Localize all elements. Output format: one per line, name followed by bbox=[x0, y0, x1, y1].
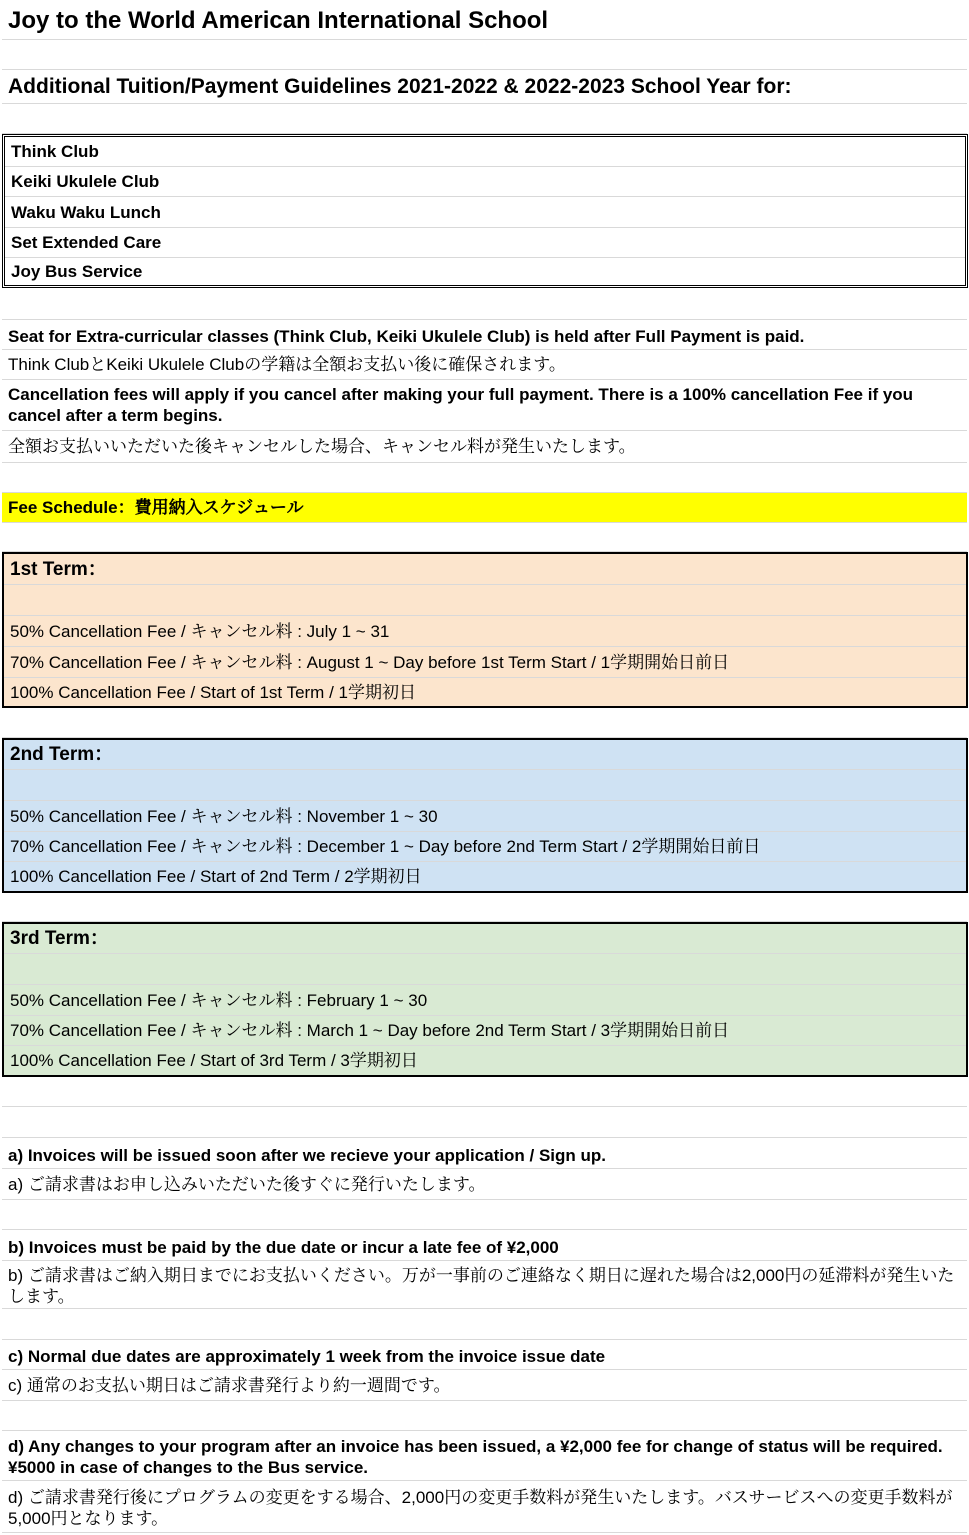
term-3-line bbox=[4, 985, 966, 1016]
program-item bbox=[5, 167, 965, 197]
cancellation-line: 70% Cancellation Fee / キャンセル料 : December 1 ~ Day before 2nd Term Start / 2学期開始日前日 bbox=[10, 837, 761, 856]
blank-row bbox=[2, 104, 967, 134]
cancellation-line: 70% Cancellation Fee / キャンセル料 : March 1 ~ Day before 2nd Term Start / 3学期開始日前日 bbox=[10, 1021, 730, 1040]
blank-row bbox=[2, 288, 967, 320]
blank-row bbox=[2, 1309, 967, 1340]
note-text-jp: d) ご請求書発行後にプログラムの変更をする場合、2,000円の変更手数料が発生いたします。バスサービスへの変更手数料が5,000円となります。 bbox=[8, 1488, 953, 1528]
subtitle-row bbox=[2, 70, 967, 104]
blank-row bbox=[2, 463, 967, 493]
page-title-row bbox=[2, 2, 967, 40]
program-item bbox=[5, 258, 965, 285]
cancel-policy-en bbox=[2, 380, 967, 431]
program-item bbox=[5, 197, 965, 228]
term-title: 1st Term： bbox=[10, 558, 107, 580]
note-text: b) Invoices must be paid by the due date or incur a late fee of ¥2,000 bbox=[8, 1237, 559, 1257]
blank-row bbox=[4, 954, 966, 985]
term-1-line bbox=[4, 647, 966, 678]
note-b-en bbox=[2, 1230, 967, 1261]
blank-row bbox=[4, 770, 966, 801]
note-text: a) Invoices will be issued soon after we recieve your application / Sign up. bbox=[8, 1145, 606, 1165]
cancellation-line: 50% Cancellation Fee / キャンセル料 : July 1 ~ 31 bbox=[10, 621, 390, 641]
fee-schedule-label: Fee Schedule：費用納入スケジュール bbox=[8, 498, 304, 517]
blank-row bbox=[2, 40, 967, 70]
term-3-title bbox=[4, 924, 966, 954]
cancel-policy-jp bbox=[2, 431, 967, 463]
blank-row bbox=[2, 1401, 967, 1431]
program-item bbox=[5, 228, 965, 258]
blank-row bbox=[2, 1107, 967, 1138]
blank-row bbox=[2, 708, 967, 738]
blank-row bbox=[2, 1200, 967, 1230]
term-title: 2nd Term： bbox=[10, 744, 114, 765]
cancellation-line: 100% Cancellation Fee / Start of 2nd Term / 2学期初日 bbox=[10, 867, 422, 886]
cancellation-line: 100% Cancellation Fee / Start of 3rd Term / 3学期初日 bbox=[10, 1051, 418, 1070]
note-a-en bbox=[2, 1138, 967, 1169]
cancellation-line: 100% Cancellation Fee / Start of 1st Term / 1学期初日 bbox=[10, 682, 416, 702]
program-label: Think Club bbox=[11, 142, 99, 161]
term-3-line bbox=[4, 1046, 966, 1075]
note-a-jp bbox=[2, 1169, 967, 1200]
note-text: c) Normal due dates are approximately 1 week from the invoice issue date bbox=[8, 1347, 606, 1366]
cancel-policy-text-jp: 全額お支払いいただいた後キャンセルした場合、キャンセル料が発生いたします。 bbox=[8, 437, 636, 456]
page-subtitle: Additional Tuition/Payment Guidelines 2021-2022 & 2022-2023 School Year for: bbox=[8, 75, 792, 98]
term-3-line bbox=[4, 1016, 966, 1046]
term-2-line bbox=[4, 862, 966, 891]
note-b-jp bbox=[2, 1261, 967, 1309]
term-2-title bbox=[4, 740, 966, 770]
term-2-line bbox=[4, 801, 966, 832]
seat-policy-en bbox=[2, 320, 967, 350]
term-1-line bbox=[4, 678, 966, 706]
note-text-jp: c) 通常のお支払い期日はご請求書発行より約一週間です。 bbox=[8, 1375, 451, 1395]
program-label: Set Extended Care bbox=[11, 233, 162, 252]
program-label: Joy Bus Service bbox=[11, 262, 143, 281]
fee-schedule-header bbox=[2, 493, 967, 523]
page-title: Joy to the World American International School bbox=[8, 7, 549, 34]
program-label: Waku Waku Lunch bbox=[11, 202, 161, 222]
term-title: 3rd Term： bbox=[10, 928, 109, 949]
term-1-line bbox=[4, 616, 966, 647]
program-label: Keiki Ukulele Club bbox=[11, 172, 160, 191]
cancellation-line: 50% Cancellation Fee / キャンセル料 : February 1 ~ 30 bbox=[10, 990, 428, 1010]
cancel-policy-text: Cancellation fees will apply if you cancel after making your full payment. There is a 100% cancellation Fee if you cancel after a term begins. bbox=[8, 385, 914, 425]
note-d-en bbox=[2, 1431, 967, 1481]
note-c-jp bbox=[2, 1370, 967, 1401]
seat-policy-text: Seat for Extra-curricular classes (Think Club, Keiki Ukulele Club) is held after Full Payment is paid. bbox=[8, 327, 805, 346]
note-c-en bbox=[2, 1340, 967, 1370]
cancellation-line: 50% Cancellation Fee / キャンセル料 : November 1 ~ 30 bbox=[10, 806, 438, 826]
cancellation-line: 70% Cancellation Fee / キャンセル料 : August 1 ~ Day before 1st Term Start / 1学期開始日前日 bbox=[10, 652, 730, 672]
note-text-jp: a) ご請求書はお申し込みいただいた後すぐに発行いたします。 bbox=[8, 1174, 486, 1194]
seat-policy-text-jp: Think ClubとKeiki Ukulele Clubの学籍は全額お支払い後に確保されます。 bbox=[8, 355, 566, 374]
note-text: d) Any changes to your program after an invoice has been issued, a ¥2,000 fee for change of status will be required. ¥5000 in case of changes to the Bus service. bbox=[8, 1437, 943, 1477]
term-1-title bbox=[4, 554, 966, 585]
blank-row bbox=[2, 893, 967, 922]
blank-row bbox=[2, 1077, 967, 1107]
blank-row bbox=[4, 585, 966, 616]
term-2-line bbox=[4, 832, 966, 862]
seat-policy-jp bbox=[2, 350, 967, 380]
note-d-jp bbox=[2, 1481, 967, 1533]
note-text-jp: b) ご請求書はご納入期日までにお支払いください。万が一事前のご連絡なく期日に遅れた場合は2,000円の延滞料が発生いたします。 bbox=[8, 1266, 955, 1306]
blank-row bbox=[2, 523, 967, 552]
program-item bbox=[5, 137, 965, 167]
